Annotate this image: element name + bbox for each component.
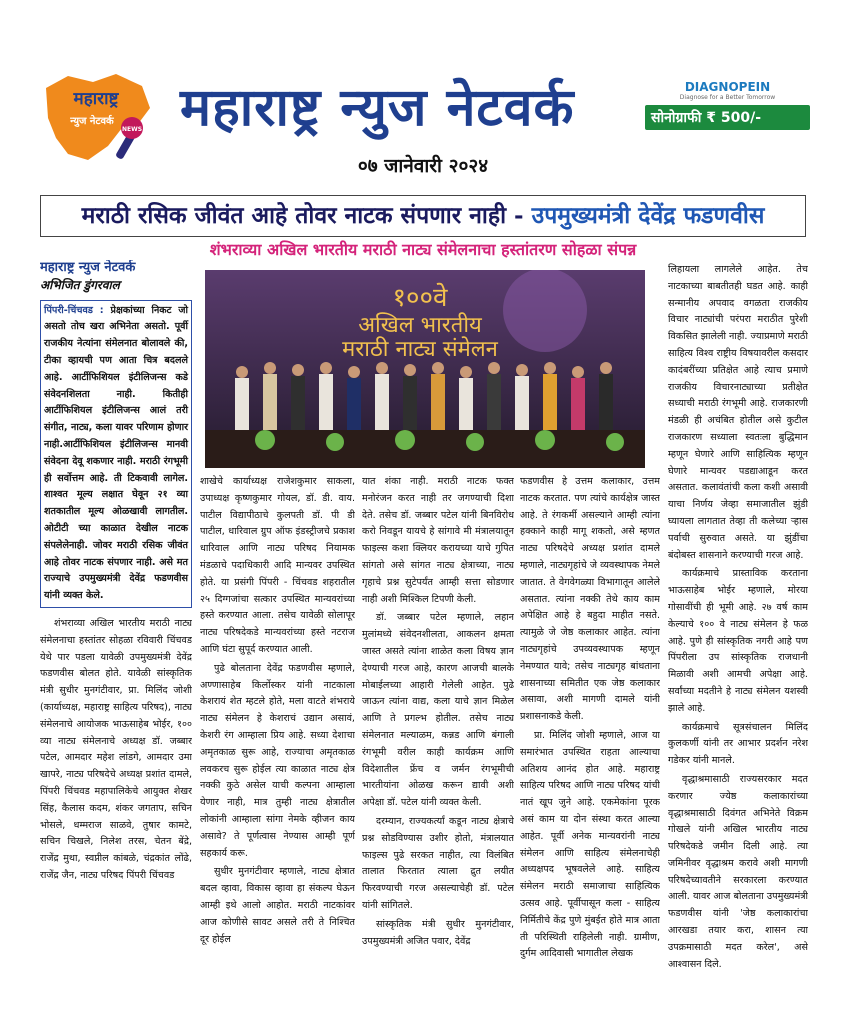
- article-column-1: [40, 260, 192, 1005]
- article-paragraph: दरम्यान, राज्यकर्त्यां कडून नाट्य क्षेत्राचे प्रश्न सोडविण्यास उशीर होतो, मंत्रालयात फाइल्स पुढे सरकत नाहीत, त्या विलंबित तालात फिरतात त्याला द्रुत लयीत फिरवण्याची गरज असल्याचेही डॉ. पटेल यांनी सांगितले.: [362, 815, 514, 911]
- masthead-title: महाराष्ट्र न्युज नेटवर्क: [180, 77, 575, 138]
- photo-banner-line2: अखिल भारतीय: [358, 313, 482, 338]
- sub-headline: शंभराव्या अखिल भारतीय मराठी नाट्य संमेलनाचा हस्तांतरण सोहळा संपन्न: [209, 240, 637, 259]
- ad-brand: DIAGNOPEIN: [684, 80, 771, 94]
- ad-tagline: Diagnose for a Better Tomorrow: [679, 94, 776, 101]
- article-paragraph: सांस्कृतिक मंत्री सुधीर मुनगंटीवार, उपमुख्यमंत्री अजित पवार, देवेंद्र: [362, 918, 514, 947]
- article-paragraph: प्रा. मिलिंद जोशी म्हणाले, आज या समारंभात उपस्थित राहता आल्याचा अतिशय आनंद होत आहे. महाराष्ट्र साहित्य परिषद आणि नाट्य परिषद यांची नातं खूप जुने आहे. एकमेकांना पूरक असं काम या दोन संस्था करत आल्या आहेत. पूर्वी अनेक मान्यवरांनी नाट्य संमेलन आणि साहित्य संमेलनाचेही अध्यक्षपद भूषवलेले आहे. साहित्य संमेलन मराठी समाजाचा साहित्यिक उत्सव आहे. पूर्वीपासून कला - साहित्य निर्मितीचे केंद्र पुणे मुंबईत होते मात्र आता ती परिस्थिती राहिलेली नाही. ग्रामीण, दुर्गम आदिवासी भागातील लेखक: [520, 729, 660, 960]
- article-paragraph: कार्यक्रमाचे सूत्रसंचालन मिलिंद कुलकर्णी यांनी तर आभार प्रदर्शन नरेश गडेकर यांनी मानले.: [668, 721, 808, 767]
- main-headline: [40, 195, 806, 237]
- article-paragraph: फडणवीस हे उत्तम कलाकार, उत्तम नाटक करतात. पण त्यांचे कार्यक्षेत्र जास्त आहे. ते रंगकर्मी असल्याने आम्ही त्यांना हक्काने काही मागू शकतो, असे म्हणत नाट्य परिषदेचे अध्यक्ष प्रशांत दामले म्हणाले, नाट्यगृहांचे जे व्यवस्थापक नेमले जातात. ते वेगवेगळ्या विभागातून आलेले असतात. त्यांना नक्की तेथे काय काम अपेक्षित आहे हे बहुदा माहीत नसते. त्यामुळे जे जेष्ठ कलाकार आहेत. त्यांना नाट्यगृहांचे उपव्यवस्थापक म्हणून नेमण्यात यावे; तसेच नाट्यगृह बांधताना शासनाच्या समितीत एक जेष्ठ कलाकार असावा, अशी मागणी दामले यांनी प्रशासनाकडे केली.: [520, 476, 660, 723]
- article-column-4: [520, 474, 660, 1006]
- ad-offer: सोनोग्राफी ₹ 500/-: [645, 105, 810, 130]
- diagnostic-ad: [645, 80, 810, 142]
- article-paragraph: यात शंका नाही. मराठी नाटक फक्त मनोरंजन करत नाही तर जगण्याची दिशा देते. तसेच डॉ. जब्बार पटेल यांनी बिनविरोध करो निवडून यायचे हे सांगावे मी मंत्रालयातून फाइल्स कशा क्लियर करायच्या याचे गुपित सांगतो असे सांगत नाट्य क्षेत्राच्या, नाट्य गृहाचे प्रश्न सुटेपर्यंत आम्ही सत्ता सोडणार नाही अशी मिश्किल टिपणी केली.: [362, 476, 514, 605]
- photo-banner-line3: मराठी नाट्य संमेलन: [342, 337, 498, 362]
- article-paragraph: डॉ. जब्बार पटेल म्हणाले, लहान मुलांमध्ये संवेदनशीलता, आकलन क्षमता जास्त असते त्यांना शाळेत कला विषय ज्ञान देण्याची गरज आहे, कारण आजची बालके मोबाईलच्या आहारी गेलेली आहेत. पुढे जाऊन त्यांना वाद्य, कला याचे ज्ञान मिळेल आणि ते प्रगल्भ होतील. तसेच नाट्य संमेलनात मल्याळम, कन्नड आणि बंगाली रंगभूमी वरील काही कार्यक्रम आणि विदेशातील फ्रेंच व जर्मन रंगभूमीची भारतीयांना ओळख करून द्यावी अशी अपेक्षा डॉ. पटेल यांनी व्यक्त केली.: [362, 612, 514, 809]
- article-column-5: [668, 262, 808, 1006]
- article-paragraph: शाखेचे कार्याध्यक्ष राजेशकुमार साकला, उपाध्यक्ष कृष्णकुमार गोयल, डॉ. डी. वाय. पाटील विद्यापीठाचे कुलपती डॉ. पी डी पाटील, धारिवाल ग्रुप ऑफ इंडस्ट्रीजचे प्रकाश धारिवाल आणि नाट्य परिषद नियामक मंडळाचे पदाधिकारी आदि मान्यवर उपस्थित होते. या प्रसंगी पिंपरी - चिंचवड शहरातील २५ दिग्गजांचा सत्कार उपस्थित मान्यवरांच्या हस्ते करण्यात आला. तसेच यावेळी सोलापूर नाट्य परिषदेकडे मान्यवरांच्या हस्ते नटराज आणि घंटा सुपूर्द करण्यात आली.: [200, 476, 355, 655]
- article-paragraph: वृद्धाश्रमासाठी राज्यसरकार मदत करणार ज्येष्ठ कलाकारांच्या वृद्धाश्रमासाठी दिवंगत अभिनेते विक्रम गोखले यांनी अखिल भारतीय नाट्य परिषदेकडे जमीन दिली आहे. त्या जमिनीवर वृद्धाश्रम करावे अशी मागणी परिषदेच्यावतीने सरकारला करण्यात आली. यावर आज बोलताना उपमुख्यमंत्री फडणवीस यांनी 'जेष्ठ कलाकारांचा आरखडा तयार करा, शासन त्या उपक्रमासाठी मदत करेल', असे आश्वासन दिले.: [668, 773, 808, 970]
- mic-tag: NEWS: [121, 126, 143, 133]
- article-paragraph: शंभराव्या अखिल भारतीय मराठी नाट्य संमेलनाचा हस्तांतर सोहळा रविवारी चिंचवड येथे पार पडला यावेळी उपमुख्यमंत्री देवेंद्र फडणवीस बोलत होते. यावेळी सांस्कृतिक मंत्री सुधीर मुनगंटीवार, प्रा. मिलिंद जोशी (कार्याध्यक्ष, महाराष्ट्र साहित्य परिषद), नाट्य संमेलनाचे आयोजक भाऊसाहेब भोईर, १०० व्या नाट्य संमेलनाचे अध्यक्ष डॉ. जब्बार पटेल, आमदार महेश लांडगे, आमदार उमा खापरे, नाट्य परिषदेचे अध्यक्ष प्रशांत दामले, पिंपरी चिंचवड महापालिकेचे आयुक्त शेखर सिंह, कैलास कदम, शंकर जगताप, सचिन भोसले, धम्मराज साळवे, तुषार कामटे, सचिन चिखले, निलेश तरस, चेतन बेंद्रे, राजेंद्र मुथा, स्वप्नील कांबळे, चंद्रकांत लोंढे, राजेंद्र जैन, नाट्य परिषद पिंपरी चिंचवड: [40, 617, 192, 881]
- logo-text-line2: न्युज नेटवर्क: [70, 116, 114, 127]
- article-paragraph: सुधीर मुनगंटीवार म्हणाले, नाट्य क्षेत्रात बदल व्हावा, विकास व्हावा हा संकल्प घेऊन आम्ही इथे आलो आहोत. मराठी नाटकांवर आज कोणीसे सावट असले तरी ते निश्चित दूर होईल: [200, 866, 355, 945]
- issue-date: ०७ जानेवारी २०२४: [357, 155, 489, 177]
- dateline: पिंपरी-चिंचवड :: [44, 304, 111, 316]
- stage-photo-illustration: [205, 270, 645, 468]
- byline-agency: महाराष्ट्र न्युज नेटवर्क: [40, 260, 136, 275]
- logo-text-line1: महाराष्ट्र: [73, 89, 119, 109]
- event-photo: [205, 270, 645, 468]
- article-column-2: [200, 474, 355, 1006]
- article-paragraph: कार्यक्रमाचे प्रास्ताविक करताना भाऊसाहेब भोईर म्हणाले, मोरया गोसावींची ही भूमी आहे. २७ वर्ष काम केल्याचे १०० वे नाट्य संमेलन हे फळ आहे. पुणे ही सांस्कृतिक नगरी आहे पण पिंपरीला उप सांस्कृतिक राजधानी मिळावी अशी आमची अपेक्षा आहे. सर्वांच्या मदतीने हे नाट्य संमेलन यशस्वी झाले आहे.: [668, 568, 808, 714]
- byline-author: अभिजित डुंगरवाल: [40, 277, 120, 292]
- photo-banner-line1: १००वे: [392, 283, 448, 313]
- article-column-3: [362, 474, 514, 1006]
- headline-quote: मराठी रसिक जीवंत आहे तोवर नाटक संपणार नाही -: [81, 202, 532, 229]
- headline-speaker: उपमुख्यमंत्री देवेंद्र फडणवीस: [531, 202, 765, 229]
- article-paragraph: लिहायला लागलेले आहेत. तेच नाटकाच्या बाबतीतही घडत आहे. काही सन्मानीय अपवाद वगळता राजकीय विचार नाट्यांची परंपरा मराठीत पुरेशी विकसित झालेली नाही. ज्याप्रमाणे मराठी साहित्य विश्व राष्ट्रीय विषयावरील कसदार कादंबरींच्या प्रतिक्षेत आहे त्याच प्रमाणे राजकीय विचारनाट्याच्या प्रतीक्षेत सध्याची मराठी रंगभूमी आहे. राजकारणी मंडळी ही अचंबित होतील असे कुटील राजकारण सध्याला स्वतःला बुद्धिमान म्हणून घेणारे आणि साहित्यिक म्हणून घेणारे मान्यवर पडद्याआडून करत असतात. कलावंतांची कला कशी असावी याचा निर्णय जेव्हा समाजातील झुंडी घ्यायला लागतात तेव्हा ती कलेच्या ऱ्हास पर्वाची सुरुवात असते. या झुंडींचा बंदोबस्त शासनाने करण्याची गरज आहे.: [668, 264, 808, 561]
- article-paragraph: पुढे बोलताना देवेंद्र फडणवीस म्हणाले, अण्णासाहेब किर्लोस्कर यांनी नाटकाला केशरायं शेत म्हटले होते, मला वाटते शंभराये नाट्य संमेलन हे केशराचं उद्यान असावं, केशरी रंग आम्हाला प्रिय आहे. सध्या देशाचा अमृतकाळ सुरू आहे, राज्याचा अमृतकाळ लवकरच सुरू होईल त्या काळात नाट्य क्षेत्र नक्की कुठे असेल याची कल्पना आम्हाला येणार नाही, मात्र तुम्ही नाट्य क्षेत्रातील लोकांनी आम्हाला सांगा नेमके व्हीजन काय असावे? ते पूर्णत्वास नेण्यास आम्ही पूर्ण सहकार्य करू.: [200, 662, 355, 859]
- intro-text: प्रेक्षकांच्या निकट जो असतो तोच खरा अभिनेता असतो. पूर्वी राजकीय नेत्यांना संमेलनात बोलावले की, टीका व्हायची पण आता चित्र बदलले आहे. आर्टीफिशियल इंटीलिजन्स कडे संवेदनशिलता नाही. कितीही आर्टीफिशियल इंटीलिजन्स आलं तरी संगीत, नाट्य, कला यावर परिणाम होणार नाही.आर्टीफिशियल इंटीलिजन्स मानवी संवेदना देवू शकणार नाही. मराठी रंगभूमी ही सर्वोत्तम आहे. ती टिकवावी लागेल. शाश्वत मूल्य लक्षात घेवून २१ व्या शतकातील मूल्य ओळखावी लागतील. ओटीटी च्या काळात देखील नाटक संपलेलेनाही. जोवर मराठी रसिक जीवंत आहे तोवर नाटक संपणार नाही. असे मत राज्याचे उपमुख्यमंत्री देवेंद्र फडणवीस यांनी व्यक्त केले.: [44, 304, 188, 602]
- article-intro: [40, 300, 192, 608]
